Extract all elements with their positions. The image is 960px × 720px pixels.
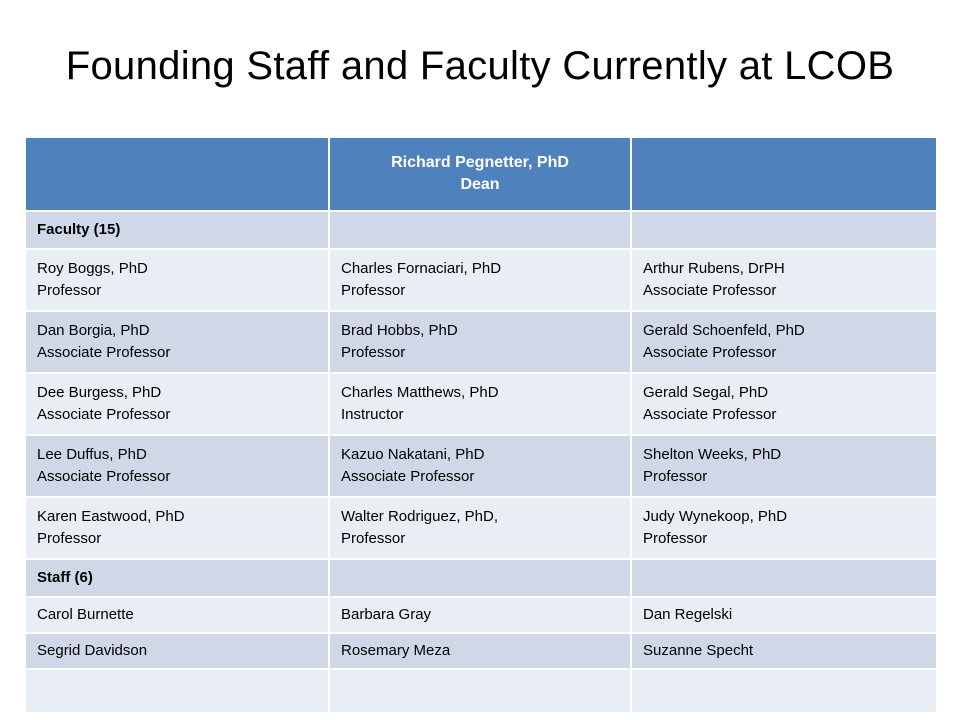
table-header-row [25,137,937,211]
faculty-cell [25,497,329,559]
faculty-role: Associate Professor [643,282,777,299]
faculty-name: Roy Boggs, PhD [37,260,148,277]
faculty-cell [631,373,937,435]
faculty-name: Gerald Segal, PhD [643,384,769,401]
table-row-empty [25,669,937,713]
table-cell-empty [25,669,329,713]
table-row [25,597,937,633]
faculty-cell [329,249,631,311]
faculty-cell [329,497,631,559]
faculty-cell [631,497,937,559]
dean-cell [329,137,631,211]
faculty-role: Associate Professor [37,344,171,361]
table-row [25,497,937,559]
table-row [25,311,937,373]
table-cell-empty [631,669,937,713]
table-cell-empty [329,559,631,597]
dean-title: Dean [460,176,500,193]
faculty-role: Associate Professor [643,406,777,423]
faculty-cell [631,311,937,373]
faculty-name: Charles Fornaciari, PhD [341,260,502,277]
faculty-name: Brad Hobbs, PhD [341,322,458,339]
staff-faculty-table [24,136,938,714]
faculty-name: Walter Rodriguez, PhD, [341,508,499,525]
faculty-role: Associate Professor [643,344,777,361]
staff-name: Barbara Gray [329,597,631,633]
faculty-cell [25,435,329,497]
staff-name: Carol Burnette [25,597,329,633]
faculty-cell [329,373,631,435]
table-cell-empty [329,669,631,713]
faculty-role: Professor [37,282,102,299]
staff-section-label: Staff (6) [25,559,329,597]
faculty-cell [25,373,329,435]
faculty-name: Karen Eastwood, PhD [37,508,185,525]
staff-name: Suzanne Specht [631,633,937,669]
faculty-role: Professor [341,344,406,361]
faculty-cell [329,435,631,497]
faculty-name: Judy Wynekoop, PhD [643,508,788,525]
header-cell-empty [25,137,329,211]
faculty-name: Charles Matthews, PhD [341,384,499,401]
faculty-role: Professor [643,468,708,485]
table-cell-empty [631,211,937,249]
faculty-cell [631,435,937,497]
faculty-role: Professor [37,530,102,547]
faculty-name: Lee Duffus, PhD [37,446,147,463]
faculty-role: Associate Professor [37,468,171,485]
table-row [25,435,937,497]
faculty-cell [25,249,329,311]
table-cell-empty [631,559,937,597]
slide-title: Founding Staff and Faculty Currently at LCOB [65,44,895,88]
staff-name: Dan Regelski [631,597,937,633]
faculty-section-row [25,211,937,249]
faculty-role: Instructor [341,406,404,423]
table-cell-empty [329,211,631,249]
faculty-role: Associate Professor [341,468,475,485]
header-cell-empty [631,137,937,211]
staff-name: Segrid Davidson [25,633,329,669]
faculty-section-label: Faculty (15) [25,211,329,249]
faculty-name: Dee Burgess, PhD [37,384,162,401]
faculty-cell [631,249,937,311]
faculty-name: Dan Borgia, PhD [37,322,150,339]
faculty-name: Shelton Weeks, PhD [643,446,782,463]
faculty-name: Kazuo Nakatani, PhD [341,446,485,463]
staff-name: Rosemary Meza [329,633,631,669]
faculty-role: Professor [643,530,708,547]
staff-section-row [25,559,937,597]
faculty-name: Gerald Schoenfeld, PhD [643,322,805,339]
faculty-role: Professor [341,282,406,299]
faculty-role: Professor [341,530,406,547]
table-row [25,249,937,311]
faculty-role: Associate Professor [37,406,171,423]
table-row [25,373,937,435]
faculty-cell [329,311,631,373]
faculty-cell [25,311,329,373]
table-row [25,633,937,669]
dean-name: Richard Pegnetter, PhD [391,154,569,171]
faculty-name: Arthur Rubens, DrPH [643,260,785,277]
